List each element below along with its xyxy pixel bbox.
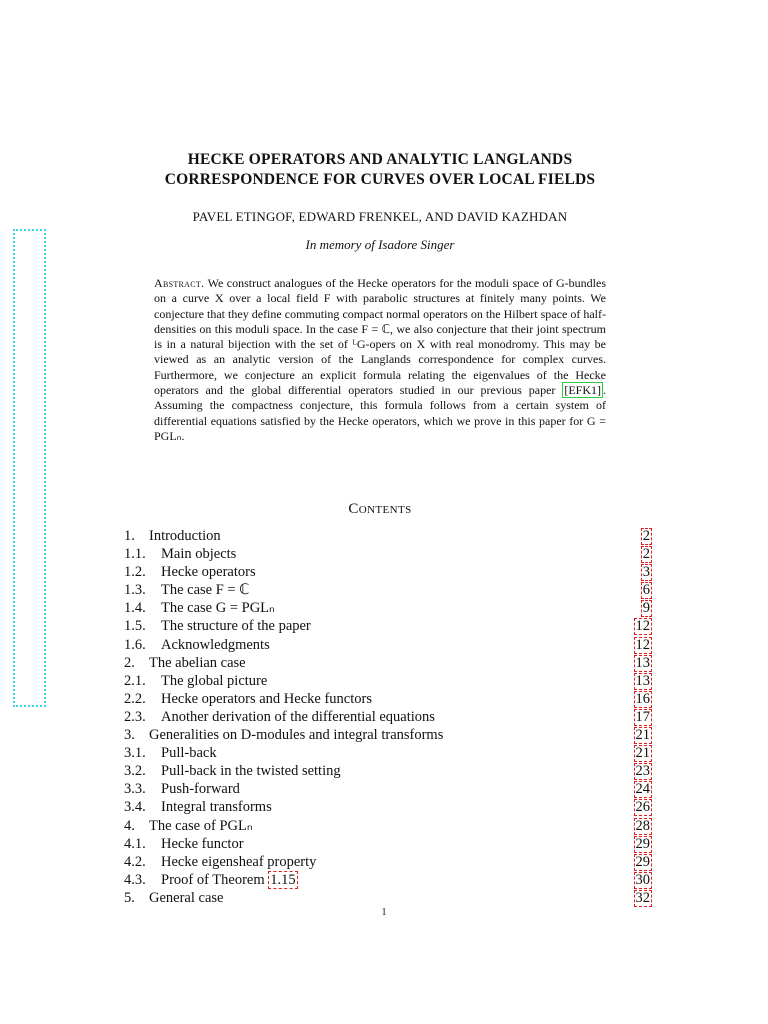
toc-entry[interactable]	[124, 636, 652, 654]
toc-page-link[interactable]: 12	[635, 636, 650, 653]
toc-entry-number: 1.	[124, 528, 135, 544]
toc-entry-number: 4.2.	[124, 853, 146, 870]
toc-page-link[interactable]: 13	[635, 672, 650, 689]
toc-entry-number: 4.3.	[124, 871, 146, 888]
theorem-ref-link[interactable]: 1.15	[270, 871, 296, 888]
table-of-contents	[124, 527, 652, 907]
toc-entry-number: 3.4.	[124, 799, 146, 816]
toc-entry[interactable]	[124, 599, 652, 617]
toc-page-link[interactable]: 16	[635, 690, 650, 707]
toc-entry[interactable]	[124, 853, 652, 871]
toc-entry-number: 4.1.	[124, 835, 146, 852]
toc-entry-number: 2.3.	[124, 708, 146, 725]
toc-page-link[interactable]: 3	[642, 564, 650, 581]
toc-entry-title: The global picture	[161, 672, 268, 689]
page-number: 1	[381, 907, 387, 918]
toc-page-link[interactable]: 28	[635, 817, 650, 834]
toc-entry[interactable]	[124, 563, 652, 581]
toc-entry-title: Push-forward	[161, 781, 240, 798]
toc-entry[interactable]	[124, 744, 652, 762]
toc-entry[interactable]	[124, 780, 652, 798]
toc-page-link[interactable]: 32	[635, 889, 650, 906]
sidebar-frame	[13, 229, 46, 707]
toc-page-link[interactable]: 2	[642, 546, 650, 563]
toc-page-link[interactable]: 30	[635, 871, 650, 888]
toc-entry-title: General case	[149, 889, 224, 906]
toc-entry-title: Pull-back in the twisted setting	[161, 763, 341, 780]
toc-entry-title: The structure of the paper	[161, 618, 311, 635]
toc-page-link[interactable]: 17	[635, 708, 650, 725]
toc-page-link[interactable]: 21	[635, 727, 650, 744]
toc-entry[interactable]	[124, 617, 652, 635]
toc-entry-number: 1.1.	[124, 546, 146, 563]
toc-entry-title: The case G = PGLₙ	[161, 600, 275, 617]
toc-entry-number: 1.4.	[124, 600, 146, 617]
toc-entry-number: 3.3.	[124, 781, 146, 798]
title-line-2: CORRESPONDENCE FOR CURVES OVER LOCAL FIELDS	[164, 171, 596, 188]
toc-entry-number: 1.3.	[124, 582, 146, 599]
toc-entry-title: The case F = ℂ	[161, 582, 250, 599]
toc-entry-title: Hecke operators	[161, 564, 256, 581]
toc-entry[interactable]	[124, 798, 652, 816]
toc-entry-number: 2.1.	[124, 672, 146, 689]
toc-entry[interactable]	[124, 726, 652, 744]
toc-entry[interactable]	[124, 581, 652, 599]
toc-entry[interactable]	[124, 708, 652, 726]
toc-entry-number: 1.5.	[124, 618, 146, 635]
toc-entry-title: The abelian case	[149, 654, 246, 671]
toc-entry[interactable]	[124, 817, 652, 835]
toc-entry-title: Generalities on D-modules and integral transforms	[149, 727, 444, 744]
toc-entry[interactable]	[124, 545, 652, 563]
toc-entry-title: Integral transforms	[161, 799, 272, 816]
toc-entry[interactable]	[124, 654, 652, 672]
authors: PAVEL ETINGOF, EDWARD FRENKEL, AND DAVID KAZHDAN	[192, 209, 568, 224]
toc-page-link[interactable]: 9	[642, 600, 650, 617]
toc-entry-title: Introduction	[149, 528, 221, 544]
toc-entry-number: 3.1.	[124, 745, 146, 762]
toc-entry-number: 4.	[124, 817, 135, 834]
toc-entry-title: Acknowledgments	[161, 636, 270, 653]
toc-page-link[interactable]: 29	[635, 835, 650, 852]
toc-entry-title: The case of PGLₙ	[149, 817, 253, 834]
toc-entry-number: 5.	[124, 889, 135, 906]
toc-page-link[interactable]: 6	[642, 582, 650, 599]
toc-page-link[interactable]: 2	[642, 528, 650, 544]
toc-entry-title: Main objects	[161, 546, 237, 563]
toc-entry-title: Hecke functor	[161, 835, 244, 852]
toc-entry[interactable]	[124, 871, 652, 889]
toc-entry-number: 1.2.	[124, 564, 146, 581]
abstract-label: Abstract.	[154, 276, 205, 290]
toc-entry-title: Another derivation of the differential equations	[161, 708, 435, 725]
toc-entry[interactable]	[124, 690, 652, 708]
toc-page-link[interactable]: 13	[635, 654, 650, 671]
toc-page-link[interactable]: 24	[635, 781, 650, 798]
paper-title	[110, 150, 650, 190]
toc-entry-title: Proof of Theorem	[161, 871, 265, 888]
abstract	[154, 276, 606, 444]
toc-entry-number: 3.2.	[124, 763, 146, 780]
toc-entry[interactable]	[124, 672, 652, 690]
toc-entry[interactable]	[124, 762, 652, 780]
toc-entry-number: 2.2.	[124, 690, 146, 707]
abstract-text-before: We construct analogues of the Hecke operators for the moduli space of G-bundles on a curve X over a local field F with parabolic structures at finitely many points. We conjecture that they define commuting compact normal operators on the Hilbert space of half-densities on this moduli space. In the case F = ℂ, we also conjecture that their joint spectrum is in a natural bijection with the set of ᴸG-opers on X with real monodromy. This may be viewed as an analytic version of the Langlands correspondence for complex curves. Furthermore, we conjecture an explicit formula relating the eigenvalues of the Hecke operators and the global differential operators studied in our previous paper	[154, 276, 606, 398]
contents-heading: Contents	[348, 501, 412, 517]
toc-page-link[interactable]: 21	[635, 745, 650, 762]
toc-page-link[interactable]: 12	[635, 618, 650, 635]
toc-entry-number: 2.	[124, 654, 135, 671]
toc-entry[interactable]	[124, 889, 652, 907]
toc-entry-title: Hecke operators and Hecke functors	[161, 690, 372, 707]
citation-link[interactable]: [EFK1]	[564, 383, 602, 398]
toc-page-link[interactable]: 26	[635, 799, 650, 816]
toc-page-link[interactable]: 29	[635, 853, 650, 870]
toc-page-link[interactable]: 23	[635, 763, 650, 780]
toc-entry-number: 1.6.	[124, 636, 146, 653]
toc-entry[interactable]	[124, 835, 652, 853]
toc-entry-number: 3.	[124, 727, 135, 744]
toc-entry[interactable]	[124, 527, 652, 545]
abstract-text-after: . Assuming the compactness conjecture, this formula follows from a certain system of differential equations satisfied by the Hecke operators, which we prove in this paper for G = PGLₙ.	[154, 383, 607, 443]
title-line-1: HECKE OPERATORS AND ANALYTIC LANGLANDS	[187, 151, 573, 168]
toc-entry-title: Hecke eigensheaf property	[161, 853, 317, 870]
dedication: In memory of Isadore Singer	[305, 237, 455, 252]
toc-entry-title: Pull-back	[161, 745, 217, 762]
